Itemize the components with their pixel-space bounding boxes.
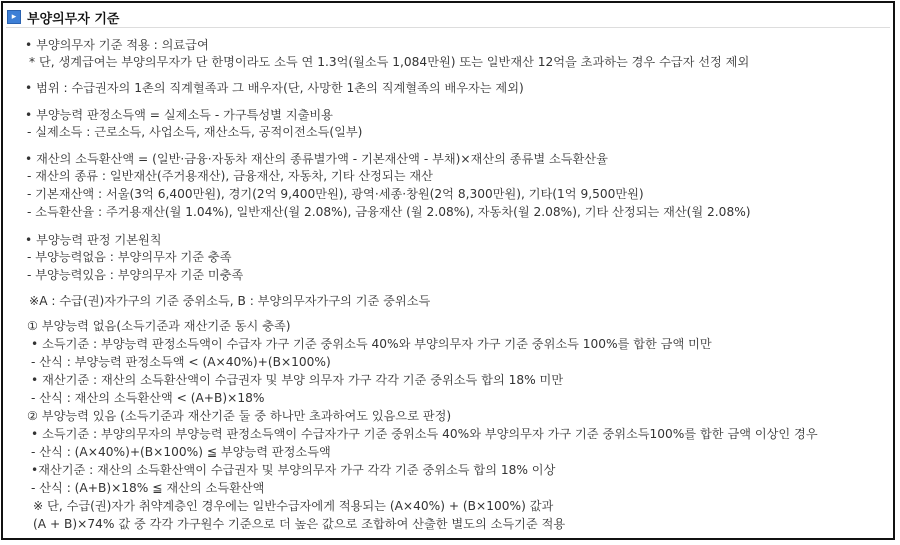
criteria-line: ※A : 수급(권)자가구의 기준 중위소득, B : 부양의무자가구의 기준 중위소득	[29, 294, 431, 308]
criteria-line: • 부양능력 판정소득액 = 실제소득 - 가구특성별 지출비용	[25, 108, 333, 122]
criteria-line: • 재산의 소득환산액 = (일반·금융·자동차 재산의 종류별가액 - 기본재산액 - 부채)×재산의 종류별 소득환산율	[25, 152, 608, 166]
criteria-line: - 산식 : (A×40%)+(B×100%) ≦ 부양능력 판정소득액	[31, 445, 331, 459]
criteria-line: ① 부양능력 없음(소득기준과 재산기준 동시 충족)	[27, 319, 291, 333]
criteria-line: - 산식 : 재산의 소득환산액 < (A+B)×18%	[31, 391, 265, 405]
criteria-line: (A + B)×74% 값 중 각각 가구원수 기준으로 더 높은 값으로 조합하여 산출한 별도의 소득기준 적용	[33, 517, 566, 531]
criteria-line: - 산식 : (A+B)×18% ≦ 재산의 소득환산액	[31, 481, 265, 495]
criteria-line: • 재산기준 : 재산의 소득환산액이 수급권자 및 부양 의무자 가구 각각 기준 중위소득 합의 18% 미만	[31, 373, 564, 387]
criteria-line: • 소득기준 : 부양능력 판정소득액이 수급자 가구 기준 중위소득 40%와 부양의무자 가구 기준 중위소득 100%를 합한 금액 미만	[31, 337, 712, 351]
criteria-line: - 산식 : 부양능력 판정소득액 < (A×40%)+(B×100%)	[31, 355, 331, 369]
section-title: 부양의무자 기준	[27, 11, 120, 27]
criteria-line: • 부양능력 판정 기본원칙	[25, 233, 162, 247]
criteria-line: - 부양능력있음 : 부양의무자 기준 미충족	[27, 268, 244, 282]
criteria-line: * 단, 생계급여는 부양의무자가 단 한명이라도 소득 연 1.3억(월소득 1,084만원) 또는 일반재산 12억을 초과하는 경우 수급자 선정 제외	[29, 55, 750, 69]
criteria-line: ※ 단, 수급(권)자가 취약계층인 경우에는 일반수급자에게 적용되는 (A×40%) + (B×100%) 값과	[33, 499, 554, 513]
criteria-line: - 기본재산액 : 서울(3억 6,400만원), 경기(2억 9,400만원), 광역·세종·창원(2억 8,300만원), 기타(1억 9,500만원)	[27, 187, 644, 201]
criteria-line: ② 부양능력 있음 (소득기준과 재산기준 둘 중 하나만 초과하여도 있음으로 판정)	[27, 409, 452, 423]
criteria-line: • 소득기준 : 부양의무자의 부양능력 판정소득액이 수급자가구 기준 중위소득 40%와 부양의무자 가구 기준 중위소득100%를 합한 금액 이상인 경우	[31, 427, 818, 441]
arrow-right-icon: ▸	[7, 10, 21, 24]
criteria-line: • 범위 : 수급권자의 1촌의 직계혈족과 그 배우자(단, 사망한 1촌의 직계혈족의 배우자는 제외)	[25, 81, 524, 95]
criteria-line: • 부양의무자 기준 적용 : 의료급여	[25, 38, 209, 52]
criteria-line: - 소득환산율 : 주거용재산(월 1.04%), 일반재산(월 2.08%), 금융재산 (월 2.08%), 자동차(월 2.08%), 기타 산정되는 재산(월 2.08%)	[27, 205, 751, 219]
criteria-line: - 재산의 종류 : 일반재산(주거용재산), 금융재산, 자동차, 기타 산정되는 재산	[27, 169, 433, 183]
criteria-line: - 실제소득 : 근로소득, 사업소득, 재산소득, 공적이전소득(일부)	[27, 125, 363, 139]
criteria-line: - 부양능력없음 : 부양의무자 기준 충족	[27, 250, 232, 264]
criteria-line: •재산기준 : 재산의 소득환산액이 수급권자 및 부양의무자 가구 각각 기준 중위소득 합의 18% 이상	[31, 463, 556, 477]
